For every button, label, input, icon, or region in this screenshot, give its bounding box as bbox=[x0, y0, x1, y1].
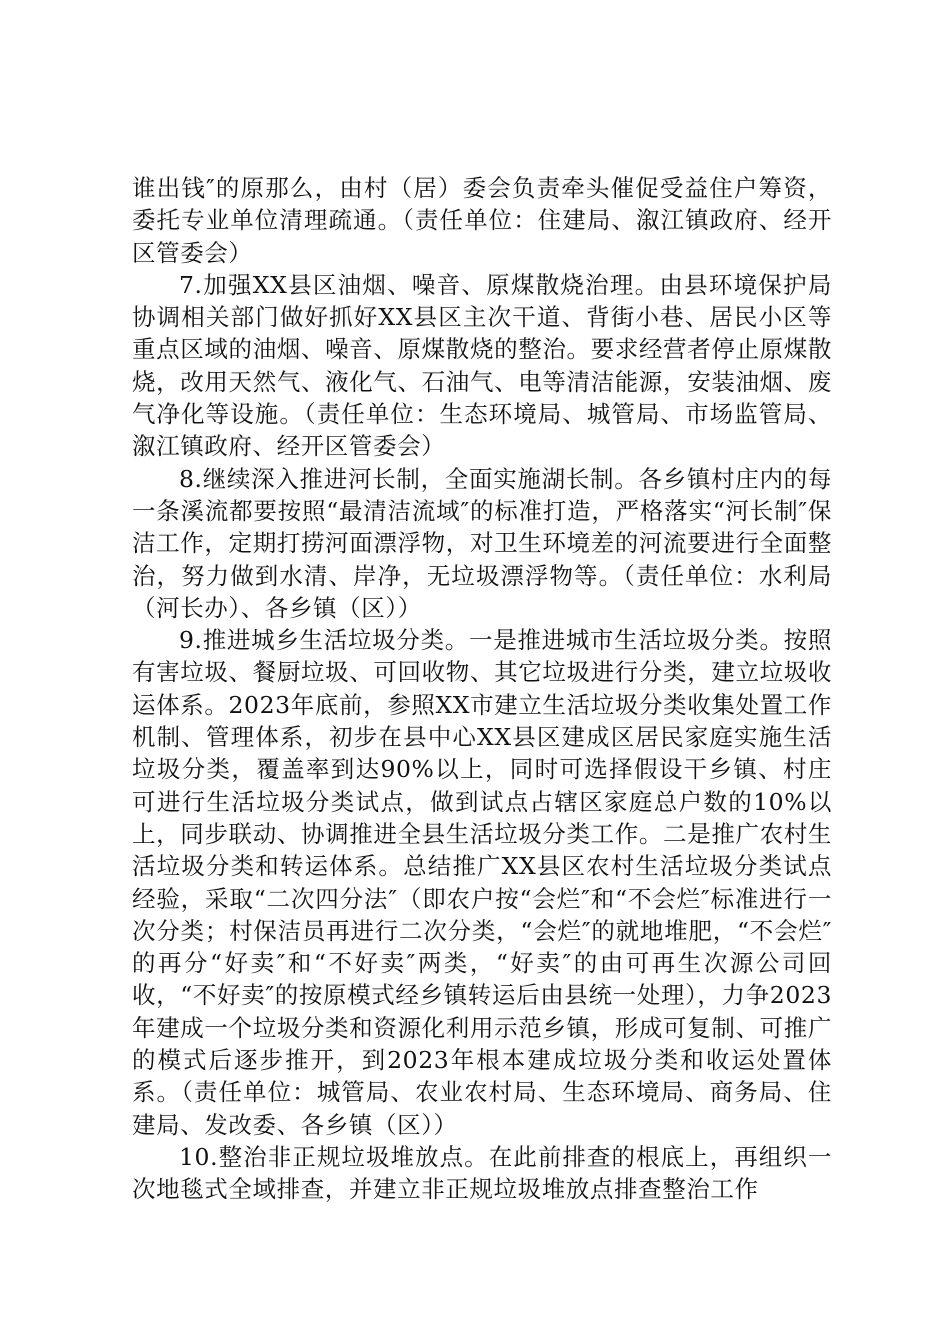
document-body bbox=[132, 172, 832, 1206]
paragraph-item-7: 7.加强XX县区油烟、噪音、原煤散烧治理。由县环境保护局协调相关部门做好抓好XX县区主次干道、背街小巷、居民小区等重点区域的油烟、噪音、原煤散烧的整治。要求经营者停止原煤散烧，改用天然气、液化气、石油气、电等清洁能源，安装油烟、废气净化等设施。（责任单位：生态环境局、城管局、市场监管局、溆江镇政府、经开区管委会） bbox=[132, 270, 832, 461]
paragraph-item-8: 8.继续深入推进河长制，全面实施湖长制。各乡镇村庄内的每一条溪流都要按照“最清洁流域″的标准打造，严格落实“河长制″保洁工作，定期打捞河面漂浮物，对卫生环境差的河流要进行全面整治，努力做到水清、岸净，无垃圾漂浮物等。（责任单位：水利局（河长办）、各乡镇（区）） bbox=[132, 464, 832, 622]
paragraph-item-9: 9.推进城乡生活垃圾分类。一是推进城市生活垃圾分类。按照有害垃圾、餐厨垃圾、可回收物、其它垃圾进行分类，建立垃圾收运体系。2023年底前，参照XX市建立生活垃圾分类收集处置工作机制、管理体系，初步在县中心XX县区建成区居民家庭实施生活垃圾分类，覆盖率到达90%以上，同时可选择假设干乡镇、村庄可进行生活垃圾分类试点，做到试点占辖区家庭总户数的10%以上，同步联动、协调推进全县生活垃圾分类工作。二是推广农村生活垃圾分类和转运体系。总结推广XX县区农村生活垃圾分类试点经验，采取“二次四分法″（即农户按“会烂″和“不会烂″标准进行一次分类；村保洁员再进行二次分类，“会烂″的就地堆肥，“不会烂″的再分“好卖″和“不好卖″两类，“好卖″的由可再生次源公司回收，“不好卖″的按原模式经乡镇转运后由县统一处理），力争2023年建成一个垃圾分类和资源化利用示范乡镇，形成可复制、可推广的模式后逐步推开，到2023年根本建成垃圾分类和收运处置体系。（责任单位：城管局、农业农村局、生态环境局、商务局、住建局、发改委、各乡镇（区）） bbox=[132, 626, 832, 1139]
paragraph-item-10: 10.整治非正规垃圾堆放点。在此前排查的根底上，再组织一次地毯式全域排查，并建立非正规垃圾堆放点排查整治工作 bbox=[132, 1142, 832, 1204]
paragraph-continuation: 谁出钱″的原那么，由村（居）委会负责牵头催促受益住户筹资，委托专业单位清理疏通。（责任单位：住建局、溆江镇政府、经开区管委会） bbox=[132, 174, 832, 267]
